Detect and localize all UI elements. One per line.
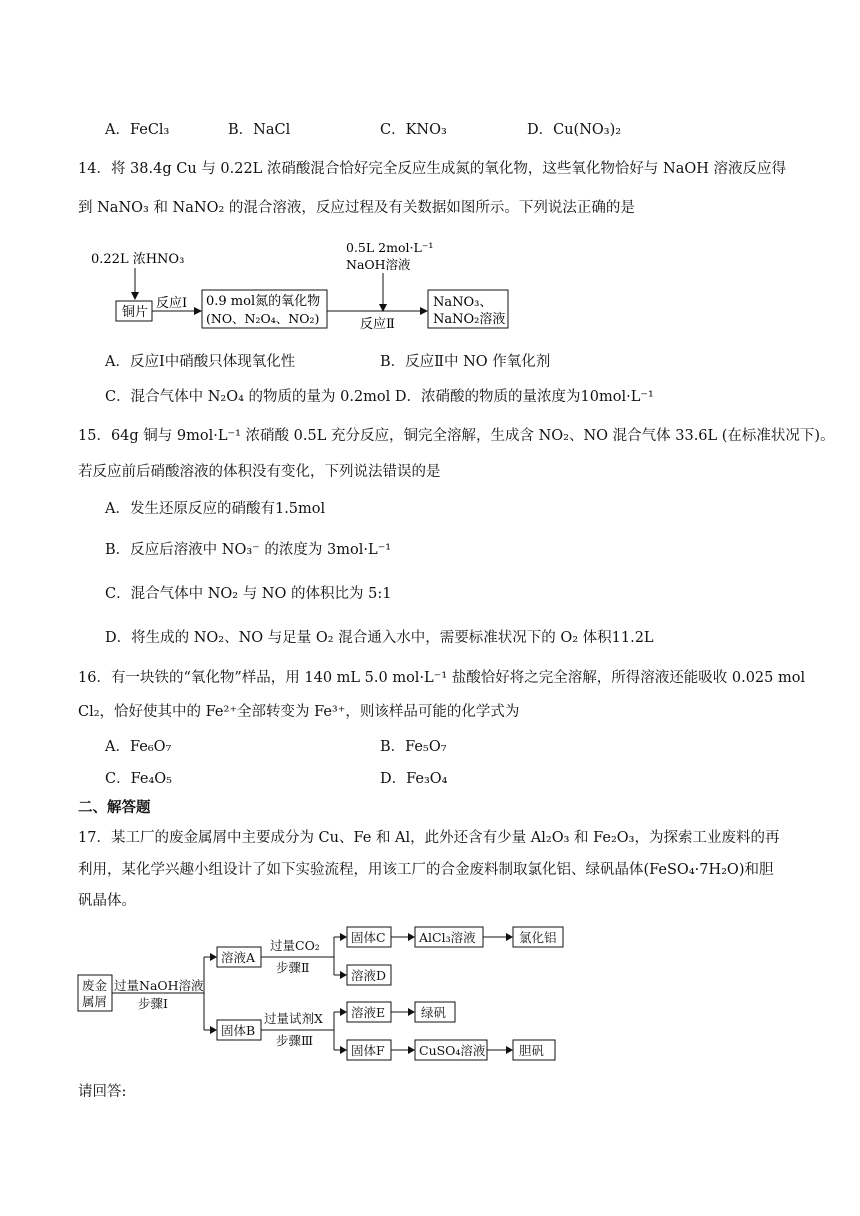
step2-label: 步骤Ⅱ [276,960,310,975]
solid-c-label: 固体C [351,930,386,945]
q15-option-b: B．反应后溶液中 NO₃⁻ 的浓度为 3mol·L⁻¹ [105,542,392,558]
naoh-line2: NaOH溶液 [346,257,411,272]
solution-d-label: 溶液D [351,968,387,983]
q15-stem-line2: 若反应前后硝酸溶液的体积没有变化，下列说法错误的是 [78,464,441,480]
naoh-line1: 0.5L 2mol·L⁻¹ [346,240,434,255]
step1-label: 步骤Ⅰ [138,996,168,1011]
waste-line1: 废金 [82,978,108,993]
q17-stem-line1: 17．某工厂的废金属屑中主要成分为 Cu、Fe 和 Al，此外还含有少量 Al₂O₃ 和 Fe₂O₃，为探索工业废料的再 [78,830,780,846]
q16-stem-line2: Cl₂，恰好使其中的 Fe²⁺全部转变为 Fe³⁺，则该样品可能的化学式为 [78,704,520,720]
waste-line2: 属屑 [82,994,108,1009]
section-heading: 二、解答题 [78,799,151,816]
solution-a-label: 溶液A [221,950,256,965]
q14-reaction-diagram [80,230,520,335]
q16-option-d: D．Fe₃O₄ [380,771,448,787]
q14-option-b: B．反应Ⅱ中 NO 作氧化剂 [380,354,551,370]
q14-stem-line2: 到 NaNO₃ 和 NaNO₂ 的混合溶液，反应过程及有关数据如图所示。下列说法正确的是 [78,200,635,216]
solid-b-label: 固体B [221,1023,256,1038]
q14-option-a: A．反应Ⅰ中硝酸只体现氧化性 [105,354,296,370]
q15-option-c: C．混合气体中 NO₂ 与 NO 的体积比为 5:1 [105,586,392,602]
green-vitriol-label: 绿矾 [421,1005,447,1020]
q17-stem-line2: 利用，某化学兴趣小组设计了如下实验流程，用该工厂的合金废料制取氯化铝、绿矾晶体(FeSO₄·7H₂O)和胆 [78,862,774,878]
step2-reagent: 过量CO₂ [270,938,320,953]
q14-stem-line1: 14．将 38.4g Cu 与 0.22L 浓硝酸混合恰好完全反应生成氮的氧化物，这些氧化物恰好与 NaOH 溶液反应得 [78,161,786,177]
reaction1-label: 反应Ⅰ [156,296,188,311]
q13-option-b: B．NaCl [228,122,291,138]
q16-option-c: C．Fe₄O₅ [105,771,172,787]
q17-flowchart [76,920,576,1065]
alcl3-label: AlCl₃溶液 [419,930,476,945]
nitrogen-oxide-line1: 0.9 mol氮的氧化物 [206,294,321,309]
q15-option-a: A．发生还原反应的硝酸有1.5mol [105,501,326,517]
q13-option-a: A．FeCl₃ [105,122,170,138]
copper-label: 铜片 [122,305,149,320]
q14-option-cd: C．混合气体中 N₂O₄ 的物质的量为 0.2mol D．浓硝酸的物质的量浓度为10mol·L⁻¹ [105,389,654,405]
q16-stem-line1: 16．有一块铁的“氧化物”样品，用 140 mL 5.0 mol·L⁻¹ 盐酸恰好将之完全溶解，所得溶液还能吸收 0.025 mol [78,670,806,686]
q16-option-b: B．Fe₅O₇ [380,739,447,755]
cuso4-label: CuSO₄溶液 [419,1043,486,1058]
q15-option-d: D．将生成的 NO₂、NO 与足量 O₂ 混合通入水中，需要标准状况下的 O₂ 体积11.2L [105,630,654,646]
blue-vitriol-label: 胆矾 [519,1043,545,1058]
acid-label: 0.22L 浓HNO₃ [91,252,185,267]
step1-reagent: 过量NaOH溶液 [114,978,204,993]
q15-stem-line1: 15．64g 铜与 9mol·L⁻¹ 浓硝酸 0.5L 充分反应，铜完全溶解，生成含 NO₂、NO 混合气体 33.6L (在标准状况下)。 [78,428,835,444]
step3-reagent: 过量试剂X [264,1011,323,1026]
reaction2-label: 反应Ⅱ [360,317,395,332]
solution-e-label: 溶液E [351,1005,386,1020]
alcl-label: 氯化铝 [519,930,557,945]
step3-label: 步骤Ⅲ [276,1033,314,1048]
product-line2: NaNO₂溶液 [433,312,506,327]
q13-option-c: C．KNO₃ [380,122,447,138]
q16-option-a: A．Fe₆O₇ [105,739,172,755]
nitrogen-oxide-line2: (NO、N₂O₄、NO₂) [206,311,320,326]
solid-f-label: 固体F [351,1043,385,1058]
q17-stem-line3: 矾晶体。 [78,893,136,909]
product-line1: NaNO₃、 [433,295,493,310]
q17-prompt: 请回答: [78,1084,127,1100]
q13-option-d: D．Cu(NO₃)₂ [527,122,622,138]
